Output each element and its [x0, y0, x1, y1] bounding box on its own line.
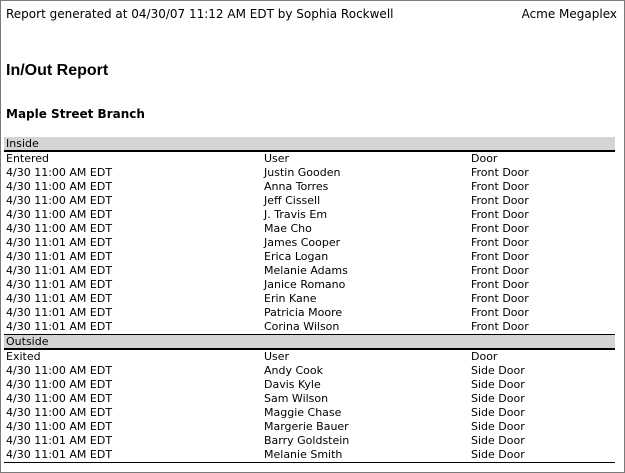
table-row — [4, 208, 615, 222]
table-row — [4, 434, 615, 448]
cell-time: 4/30 11:00 AM EDT — [6, 364, 113, 377]
table-row — [4, 406, 615, 420]
cell-user: Erica Logan — [264, 250, 329, 263]
cell-time: 4/30 11:00 AM EDT — [6, 378, 113, 391]
cell-door: Side Door — [471, 364, 525, 377]
cell-door: Front Door — [471, 292, 529, 305]
cell-door: Front Door — [471, 278, 529, 291]
table-row — [4, 420, 615, 434]
table-row — [4, 320, 615, 335]
cell-time: 4/30 11:01 AM EDT — [6, 250, 113, 263]
cell-user: Corina Wilson — [264, 320, 340, 333]
cell-time: 4/30 11:00 AM EDT — [6, 406, 113, 419]
table-row — [4, 292, 615, 306]
cell-door: Side Door — [471, 378, 525, 391]
branch-name: Maple Street Branch — [6, 107, 145, 121]
table-row — [4, 236, 615, 250]
cell-user: Anna Torres — [264, 180, 329, 193]
cell-user: Margerie Bauer — [264, 420, 349, 433]
cell-user: Mae Cho — [264, 222, 312, 235]
cell-time: 4/30 11:01 AM EDT — [6, 320, 113, 333]
cell-time: 4/30 11:00 AM EDT — [6, 420, 113, 433]
column-header-user: User — [264, 350, 290, 363]
column-header-user: User — [264, 152, 290, 165]
cell-user: Erin Kane — [264, 292, 317, 305]
cell-time: 4/30 11:01 AM EDT — [6, 236, 113, 249]
table-row — [4, 166, 615, 180]
table-row — [4, 306, 615, 320]
cell-time: 4/30 11:00 AM EDT — [6, 208, 113, 221]
cell-time: 4/30 11:00 AM EDT — [6, 392, 113, 405]
generated-info: Report generated at 04/30/07 11:12 AM EDT by Sophia Rockwell — [6, 7, 394, 21]
cell-user: Sam Wilson — [264, 392, 329, 405]
company-name: Acme Megaplex — [521, 7, 617, 21]
outside-column-header — [4, 350, 615, 364]
cell-user: Maggie Chase — [264, 406, 342, 419]
table-row — [4, 378, 615, 392]
cell-time: 4/30 11:01 AM EDT — [6, 306, 113, 319]
cell-door: Front Door — [471, 166, 529, 179]
cell-door: Front Door — [471, 180, 529, 193]
cell-user: Jeff Cissell — [264, 194, 321, 207]
cell-door: Front Door — [471, 208, 529, 221]
cell-door: Front Door — [471, 306, 529, 319]
table-row — [4, 364, 615, 378]
cell-time: 4/30 11:01 AM EDT — [6, 434, 113, 447]
cell-time: 4/30 11:01 AM EDT — [6, 264, 113, 277]
cell-user: James Cooper — [264, 236, 341, 249]
cell-time: 4/30 11:00 AM EDT — [6, 180, 113, 193]
inout-table — [4, 137, 615, 463]
table-row — [4, 194, 615, 208]
cell-user: Andy Cook — [264, 364, 323, 377]
column-header-door: Door — [471, 152, 498, 165]
cell-time: 4/30 11:01 AM EDT — [6, 292, 113, 305]
column-header-exited: Exited — [6, 350, 41, 363]
cell-user: Janice Romano — [264, 278, 346, 291]
cell-user: Melanie Smith — [264, 448, 343, 461]
cell-user: Davis Kyle — [264, 378, 321, 391]
column-header-entered: Entered — [6, 152, 50, 165]
section-inside: Inside — [4, 137, 615, 152]
table-row — [4, 448, 615, 463]
cell-user: Melanie Adams — [264, 264, 348, 277]
cell-door: Front Door — [471, 250, 529, 263]
cell-door: Front Door — [471, 236, 529, 249]
cell-time: 4/30 11:00 AM EDT — [6, 222, 113, 235]
table-row — [4, 222, 615, 236]
cell-door: Side Door — [471, 448, 525, 461]
cell-time: 4/30 11:01 AM EDT — [6, 448, 113, 461]
cell-user: Patricia Moore — [264, 306, 343, 319]
cell-door: Front Door — [471, 222, 529, 235]
cell-user: Justin Gooden — [264, 166, 341, 179]
page-title: In/Out Report — [6, 62, 109, 79]
cell-door: Side Door — [471, 434, 525, 447]
cell-door: Front Door — [471, 264, 529, 277]
cell-door: Side Door — [471, 392, 525, 405]
report-header — [6, 6, 617, 22]
cell-time: 4/30 11:01 AM EDT — [6, 278, 113, 291]
cell-door: Front Door — [471, 194, 529, 207]
section-outside: Outside — [4, 335, 615, 350]
cell-door: Front Door — [471, 320, 529, 333]
table-row — [4, 250, 615, 264]
cell-door: Side Door — [471, 406, 525, 419]
table-row — [4, 392, 615, 406]
cell-user: J. Travis Em — [264, 208, 328, 221]
table-row — [4, 278, 615, 292]
cell-user: Barry Goldstein — [264, 434, 350, 447]
cell-time: 4/30 11:00 AM EDT — [6, 166, 113, 179]
table-row — [4, 180, 615, 194]
table-row — [4, 264, 615, 278]
column-header-door: Door — [471, 350, 498, 363]
cell-door: Side Door — [471, 420, 525, 433]
cell-time: 4/30 11:00 AM EDT — [6, 194, 113, 207]
inside-column-header — [4, 152, 615, 166]
